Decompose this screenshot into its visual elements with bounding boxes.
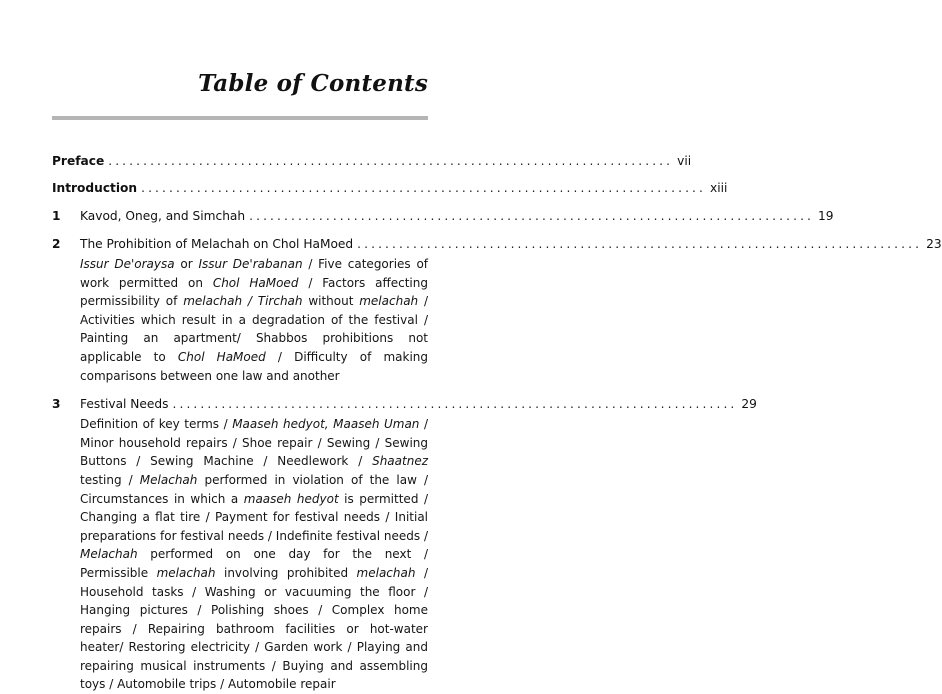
- summary-term-italic: Issur De'oraysa: [80, 257, 175, 271]
- summary-term-italic: Shaatnez: [372, 454, 428, 469]
- leader-dots: .................................................................................: [249, 209, 815, 223]
- summary-text: / Activities which result in a degradation of the festival / Painting an apartment/ Shabbos prohibitions not applicable to: [80, 294, 428, 364]
- toc-page-number: xiii: [710, 181, 728, 195]
- summary-term-italic: Issur De'rabanan: [198, 257, 303, 271]
- toc-page-number: 19: [818, 209, 834, 223]
- summary-text: / Factors affecting permissibility of: [80, 275, 428, 309]
- chapter-2-summary: [80, 255, 428, 385]
- summary-term-italic: melachah: [356, 565, 416, 580]
- toc-entry-label: Kavod, Oneg, and Simchah: [80, 209, 246, 223]
- chapter-number: 3: [52, 397, 61, 412]
- toc-entry-label: Festival Needs: [80, 397, 169, 412]
- summary-text: or: [174, 257, 199, 271]
- summary-term-italic: Melachah: [80, 547, 138, 562]
- toc-page-number: 29: [741, 397, 757, 412]
- summary-text: performed in violation of the law / Circumstances in which a: [80, 472, 428, 506]
- summary-term-italic: maaseh hedyot: [243, 491, 339, 506]
- summary-term-italic: Melachah: [139, 472, 198, 487]
- summary-text: / Five categories of work permitted on: [80, 257, 429, 290]
- summary-term-italic: Chol HaMoed: [177, 349, 266, 364]
- toc-list: [52, 152, 942, 694]
- leader-dots: .................................................................................: [141, 181, 707, 195]
- toc-entry-chapter-2[interactable]: [52, 235, 942, 253]
- summary-text: / Difficulty of making comparisons between one law and another: [80, 349, 428, 383]
- toc-entry-chapter-3[interactable]: [52, 395, 757, 413]
- summary-term-italic: melachah: [359, 294, 419, 309]
- toc-entry-label: Preface: [52, 154, 105, 168]
- toc-entry-label: The Prohibition of Melachah on Chol HaMoed: [80, 237, 354, 251]
- title-rule: [52, 116, 428, 120]
- leader-dots: .................................................................................: [108, 154, 674, 168]
- leader-dots: .................................................................................: [172, 397, 738, 412]
- toc-page-number: 23: [926, 237, 942, 251]
- summary-text: without: [302, 294, 360, 309]
- toc-entry-chapter-1[interactable]: [52, 207, 834, 225]
- summary-text: performed on one day for the next / Permissible: [80, 547, 428, 580]
- summary-text: involving prohibited: [215, 565, 357, 580]
- summary-text: / Household tasks / Washing or vacuuming the floor / Hanging pictures / Polishing shoes / Complex home repairs / Repairing bathroom facilities or hot-water heater/ Restoring electricity / Garden work / Playing and repairing musical instruments / Buying and assembling toys / Automobile trips / Automobile repair: [80, 565, 428, 692]
- summary-term-italic: melachah / Tirchah: [183, 294, 303, 309]
- summary-text: testing /: [80, 472, 140, 487]
- page-title: Table of Contents: [198, 70, 428, 97]
- toc-entry-introduction[interactable]: [52, 179, 728, 197]
- leader-dots: .................................................................................: [357, 237, 923, 251]
- summary-text: / Minor household repairs / Shoe repair / Sewing / Sewing Buttons / Sewing Machine / Needlework /: [80, 417, 429, 469]
- summary-text: is permitted / Changing a flat tire / Payment for festival needs / Initial preparations for festival needs / Indefinite festival needs /: [80, 491, 428, 543]
- toc-entry-preface[interactable]: [52, 152, 692, 170]
- chapter-number: 1: [52, 209, 61, 223]
- chapter-3-summary: [80, 415, 428, 694]
- summary-term-italic: melachah: [156, 565, 216, 580]
- toc-entry-label: Introduction: [52, 181, 138, 195]
- summary-term-italic: Chol HaMoed: [212, 275, 299, 290]
- summary-text: Definition of key terms /: [80, 417, 233, 432]
- chapter-number: 2: [52, 237, 61, 251]
- summary-term-italic: Maaseh hedyot, Maaseh Uman: [232, 417, 420, 432]
- toc-page-number: vii: [677, 154, 692, 168]
